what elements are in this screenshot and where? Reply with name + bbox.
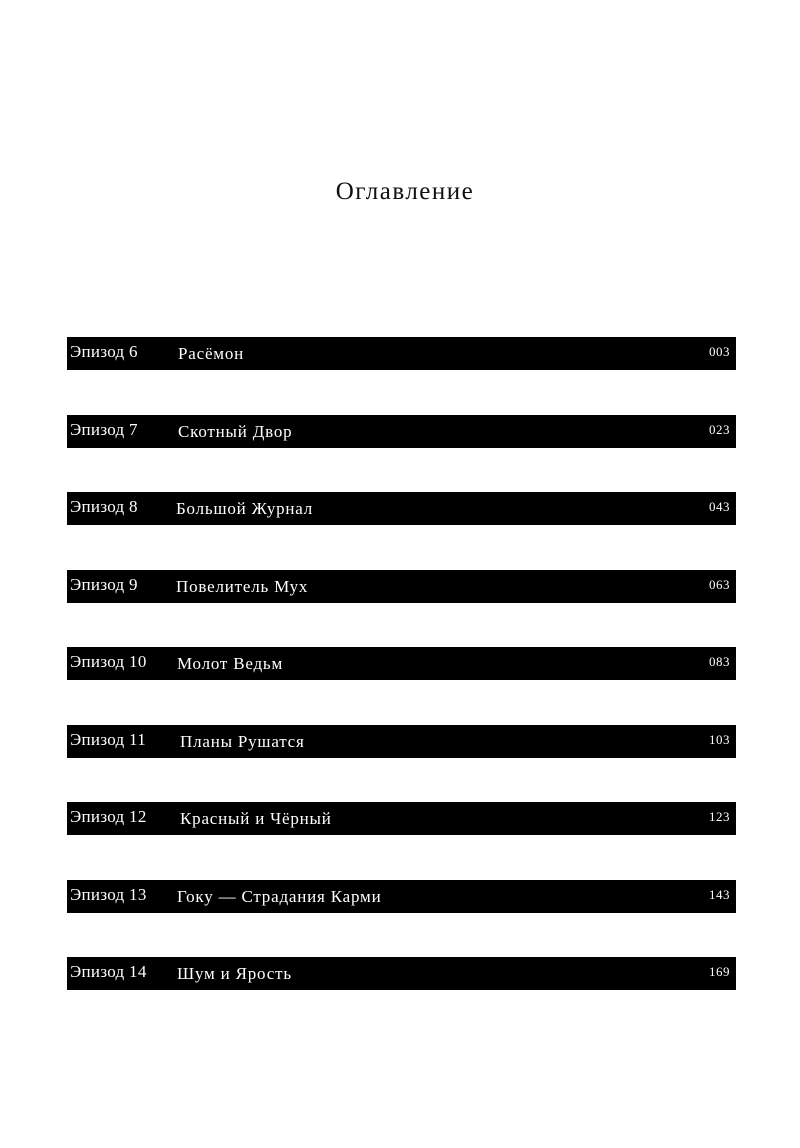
- page-title: Оглавление: [335, 178, 475, 205]
- episode-title: Гоку — Страдания Карми: [177, 886, 382, 906]
- page-number: 023: [709, 421, 730, 437]
- episode-number: Эпизод 12: [70, 807, 147, 826]
- page-number: 083: [709, 654, 730, 669]
- page-number: 169: [709, 964, 730, 979]
- episode-title: Молот Ведьм: [177, 654, 284, 673]
- page-number: 043: [709, 499, 730, 514]
- page-number: 103: [709, 731, 730, 747]
- episode-title: Планы Рушатся: [180, 731, 305, 751]
- toc-entry-episode-9[interactable]: [67, 570, 736, 603]
- episode-title: Скотный Двор: [178, 421, 293, 441]
- episode-title: Большой Журнал: [176, 499, 314, 518]
- episode-title: Расёмон: [178, 344, 245, 363]
- page-number: 143: [709, 886, 730, 902]
- episode-title: Повелитель Мух: [176, 576, 309, 596]
- episode-number: Эпизод 13: [70, 884, 147, 904]
- episode-number: Эпизод 11: [70, 729, 147, 749]
- episode-number: Эпизод 10: [70, 652, 147, 671]
- toc-entry-episode-8[interactable]: [67, 492, 736, 525]
- episode-title: Шум и Ярость: [177, 964, 292, 983]
- toc-entry-episode-13[interactable]: [67, 880, 736, 913]
- toc-entry-episode-6[interactable]: [67, 337, 736, 370]
- toc-entry-episode-12[interactable]: [67, 802, 736, 835]
- episode-title: Красный и Чёрный: [180, 809, 332, 828]
- table-of-contents: [67, 337, 736, 1035]
- episode-number: Эпизод 8: [70, 497, 138, 516]
- episode-number: Эпизод 6: [70, 342, 138, 361]
- page-number: 003: [709, 344, 730, 359]
- episode-number: Эпизод 7: [70, 419, 138, 439]
- toc-entry-episode-14[interactable]: [67, 957, 736, 990]
- episode-number: Эпизод 9: [70, 574, 138, 594]
- episode-number: Эпизод 14: [70, 962, 147, 981]
- toc-entry-episode-11[interactable]: [67, 725, 736, 758]
- toc-entry-episode-7[interactable]: [67, 415, 736, 448]
- toc-entry-episode-10[interactable]: [67, 647, 736, 680]
- page-number: 123: [709, 809, 730, 824]
- page-number: 063: [709, 576, 730, 592]
